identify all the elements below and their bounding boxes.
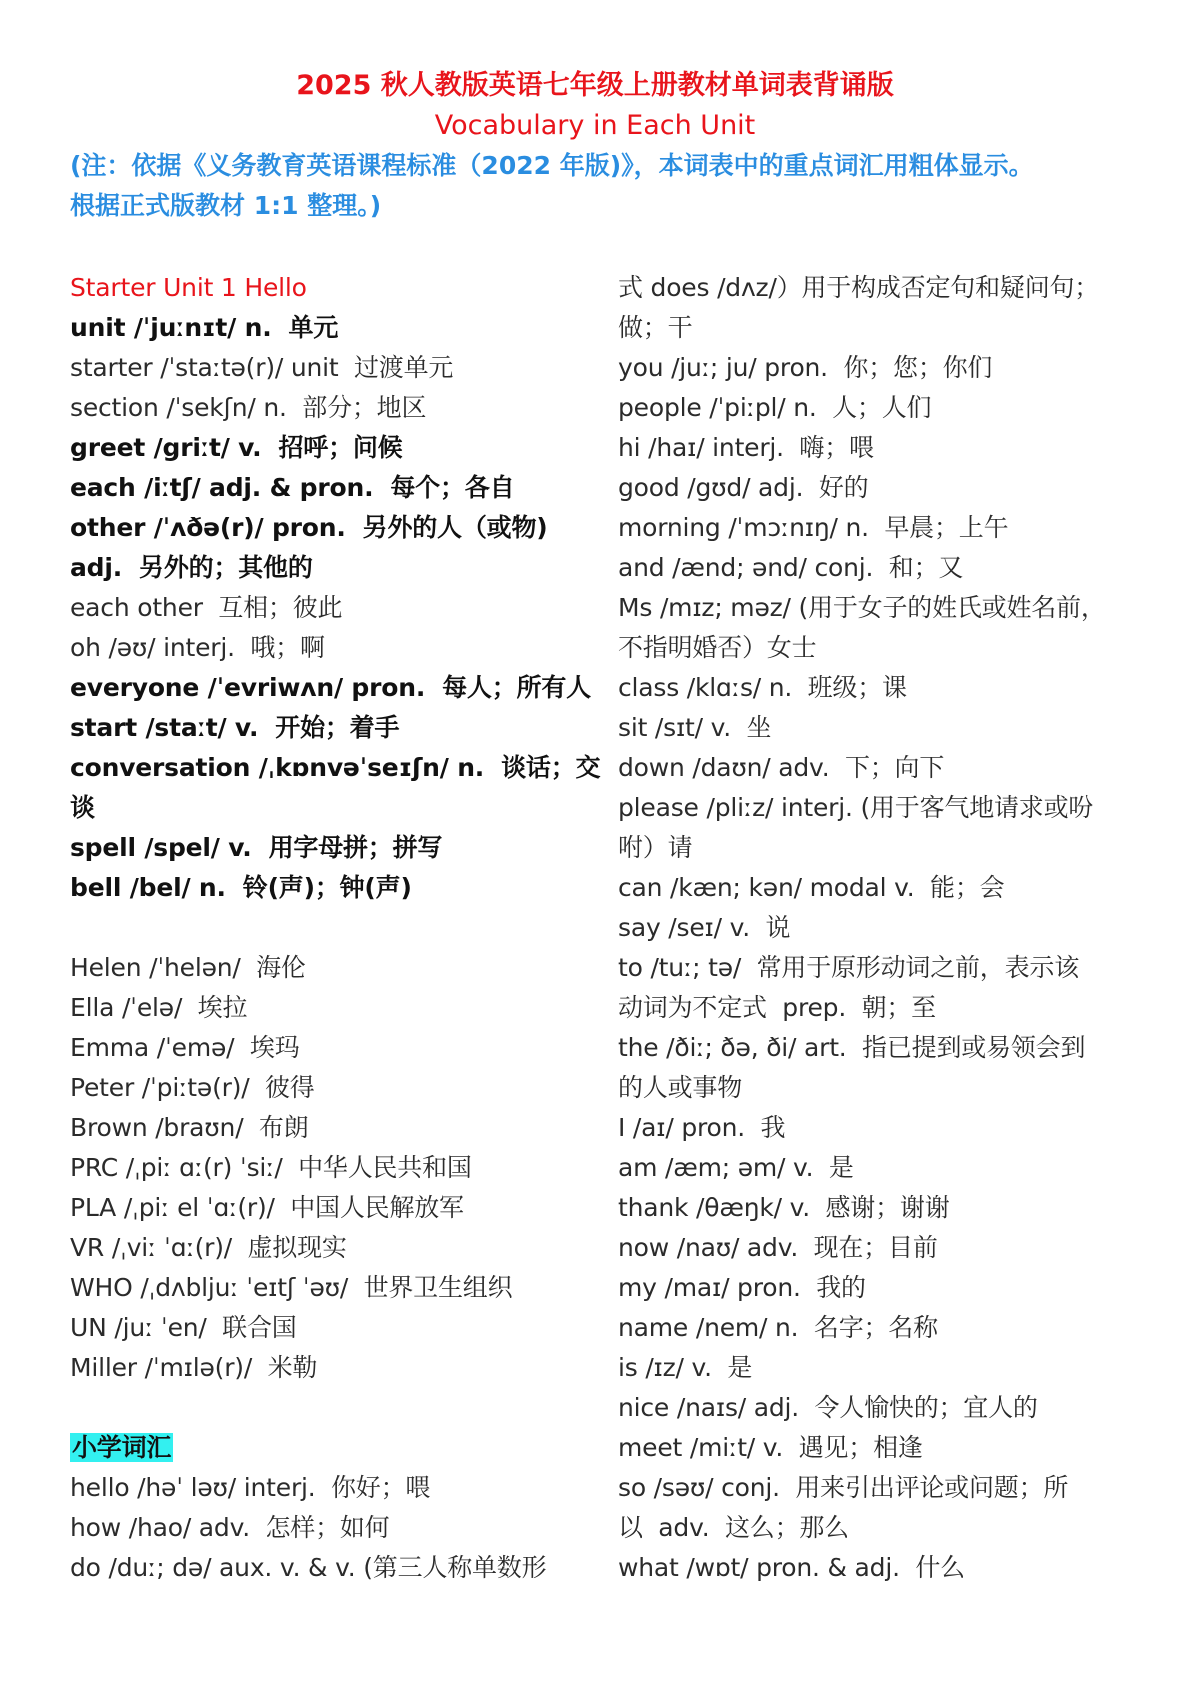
vocab-entry: PLA /ˌpiː el ˈɑː(r)/ 中国人民解放军 [70, 1193, 464, 1222]
vocab-entry: Peter /ˈpiːtə(r)/ 彼得 [70, 1073, 315, 1102]
right-column [618, 268, 1133, 1588]
left-column [70, 268, 601, 1588]
vocab-entry: people /ˈpiːpl/ n. 人；人们 [618, 393, 932, 422]
vocab-entry: class /klɑːs/ n. 班级；课 [618, 673, 907, 702]
vocab-entry: 动词为不定式 prep. 朝；至 [618, 993, 936, 1022]
vocab-entry: to /tuː; tə/ 常用于原形动词之前，表示该 [618, 953, 1080, 982]
vocab-entry: unit /ˈjuːnɪt/ n. 单元 [70, 313, 339, 342]
vocab-entry: 式 does /dʌz/）用于构成否定句和疑问句； [618, 273, 1100, 302]
vocab-entry: hello /həˈ ləʊ/ interj. 你好；喂 [70, 1473, 431, 1502]
vocab-entry: greet /griːt/ v. 招呼；问候 [70, 433, 403, 462]
vocab-entry: my /maɪ/ pron. 我的 [618, 1273, 866, 1302]
vocab-entry: oh /əʊ/ interj. 哦；啊 [70, 633, 325, 662]
vocab-entry: sit /sɪt/ v. 坐 [618, 713, 772, 742]
vocab-entry: the /ðiː; ðə, ði/ art. 指已提到或易领会到 [618, 1033, 1086, 1062]
vocab-entry: and /ænd; ənd/ conj. 和；又 [618, 553, 964, 582]
vocab-entry: section /ˈsekʃn/ n. 部分；地区 [70, 393, 427, 422]
vocab-entry: good /gʊd/ adj. 好的 [618, 473, 869, 502]
vocab-entry: everyone /ˈevriwʌn/ pron. 每人；所有人 [70, 673, 591, 702]
vocab-entry: 咐）请 [618, 833, 693, 862]
vocab-entry: thank /θæŋk/ v. 感谢；谢谢 [618, 1193, 950, 1222]
vocab-entry: PRC /ˌpiː ɑː(r) ˈsiː/ 中华人民共和国 [70, 1153, 472, 1182]
blank-spacer [70, 908, 590, 948]
vocab-entry: so /səʊ/ conj. 用来引出评论或问题；所 [618, 1473, 1069, 1502]
highlighted-section-label: 小学词汇 [72, 1433, 172, 1462]
vocab-entry: is /ɪz/ v. 是 [618, 1353, 753, 1382]
vocab-entry: Brown /braʊn/ 布朗 [70, 1113, 309, 1142]
vocab-entry: Miller /ˈmɪlə(r)/ 米勒 [70, 1353, 318, 1382]
vocab-entry: can /kæn; kən/ modal v. 能；会 [618, 873, 1005, 902]
vocab-entry: 不指明婚否）女士 [618, 633, 817, 662]
vocab-entry: Helen /ˈhelən/ 海伦 [70, 953, 306, 982]
vocab-entry: each other 互相；彼此 [70, 593, 343, 622]
vocab-entry: say /seɪ/ v. 说 [618, 913, 791, 942]
vocab-entry: 做；干 [618, 313, 693, 342]
note-line-2: 根据正式版教材 1:1 整理。) [70, 191, 382, 220]
vocab-entry: I /aɪ/ pron. 我 [618, 1113, 786, 1142]
note-line-1: (注：依据《义务教育英语课程标准（2022 年版)》，本词表中的重点词汇用粗体显示。 [70, 151, 1034, 180]
vocab-entry: you /juː; ju/ pron. 你；您；你们 [618, 353, 993, 382]
vocab-entry: meet /miːt/ v. 遇见；相逢 [618, 1433, 923, 1462]
blank-spacer [70, 1388, 590, 1428]
vocab-entry: hi /haɪ/ interj. 嗨；喂 [618, 433, 874, 462]
document-title: 2025 秋人教版英语七年级上册教材单词表背诵版 [296, 70, 894, 101]
vocab-entry: UN /juː ˈen/ 联合国 [70, 1313, 297, 1342]
vocab-entry: am /æm; əm/ v. 是 [618, 1153, 854, 1182]
vocab-entry: start /staːt/ v. 开始；着手 [70, 713, 400, 742]
vocab-entry: bell /bel/ n. 铃(声)；钟(声) [70, 873, 412, 902]
vocab-entry: Ms /mɪz; məz/ (用于女子的姓氏或姓名前， [618, 593, 1106, 622]
vocab-entry: Ella /ˈelə/ 埃拉 [70, 993, 248, 1022]
vocab-entry: 谈 [70, 793, 95, 822]
vocab-entry: nice /naɪs/ adj. 令人愉快的；宜人的 [618, 1393, 1038, 1422]
vocab-entry: down /daʊn/ adv. 下；向下 [618, 753, 945, 782]
document-subtitle: Vocabulary in Each Unit [434, 110, 756, 141]
vocab-entry: VR /ˌviː ˈɑː(r)/ 虚拟现实 [70, 1233, 347, 1262]
vocab-entry: adj. 另外的；其他的 [70, 553, 313, 582]
document-note [70, 146, 1120, 226]
document-header [0, 66, 1190, 226]
vocab-entry: name /nem/ n. 名字；名称 [618, 1313, 938, 1342]
vocab-entry: do /duː; də/ aux. v. & v. (第三人称单数形 [70, 1553, 547, 1582]
vocab-entry: other /ˈʌðə(r)/ pron. 另外的人（或物) [70, 513, 548, 542]
vocab-entry: WHO /ˌdʌbljuː ˈeɪtʃ ˈəʊ/ 世界卫生组织 [70, 1273, 513, 1302]
section-label [70, 1428, 590, 1468]
vocab-entry: please /pliːz/ interj. (用于客气地请求或吩 [618, 793, 1094, 822]
vocab-entry: what /wɒt/ pron. & adj. 什么 [618, 1553, 965, 1582]
vocab-entry: starter /ˈstaːtə(r)/ unit 过渡单元 [70, 353, 454, 382]
vocab-entry: conversation /ˌkɒnvəˈseɪʃn/ n. 谈话；交 [70, 753, 601, 782]
vocab-entry: 的人或事物 [618, 1073, 743, 1102]
vocab-entry: now /naʊ/ adv. 现在；目前 [618, 1233, 938, 1262]
vocab-entry: Emma /ˈemə/ 埃玛 [70, 1033, 300, 1062]
vocab-entry: each /iːtʃ/ adj. & pron. 每个；各自 [70, 473, 515, 502]
vocab-entry: 以 adv. 这么；那么 [618, 1513, 849, 1542]
vocab-entry: how /hao/ adv. 怎样；如何 [70, 1513, 390, 1542]
vocab-entry: morning /ˈmɔːnɪŋ/ n. 早晨；上午 [618, 513, 1009, 542]
vocab-entry: spell /spel/ v. 用字母拼；拼写 [70, 833, 443, 862]
unit-heading: Starter Unit 1 Hello [70, 273, 307, 302]
